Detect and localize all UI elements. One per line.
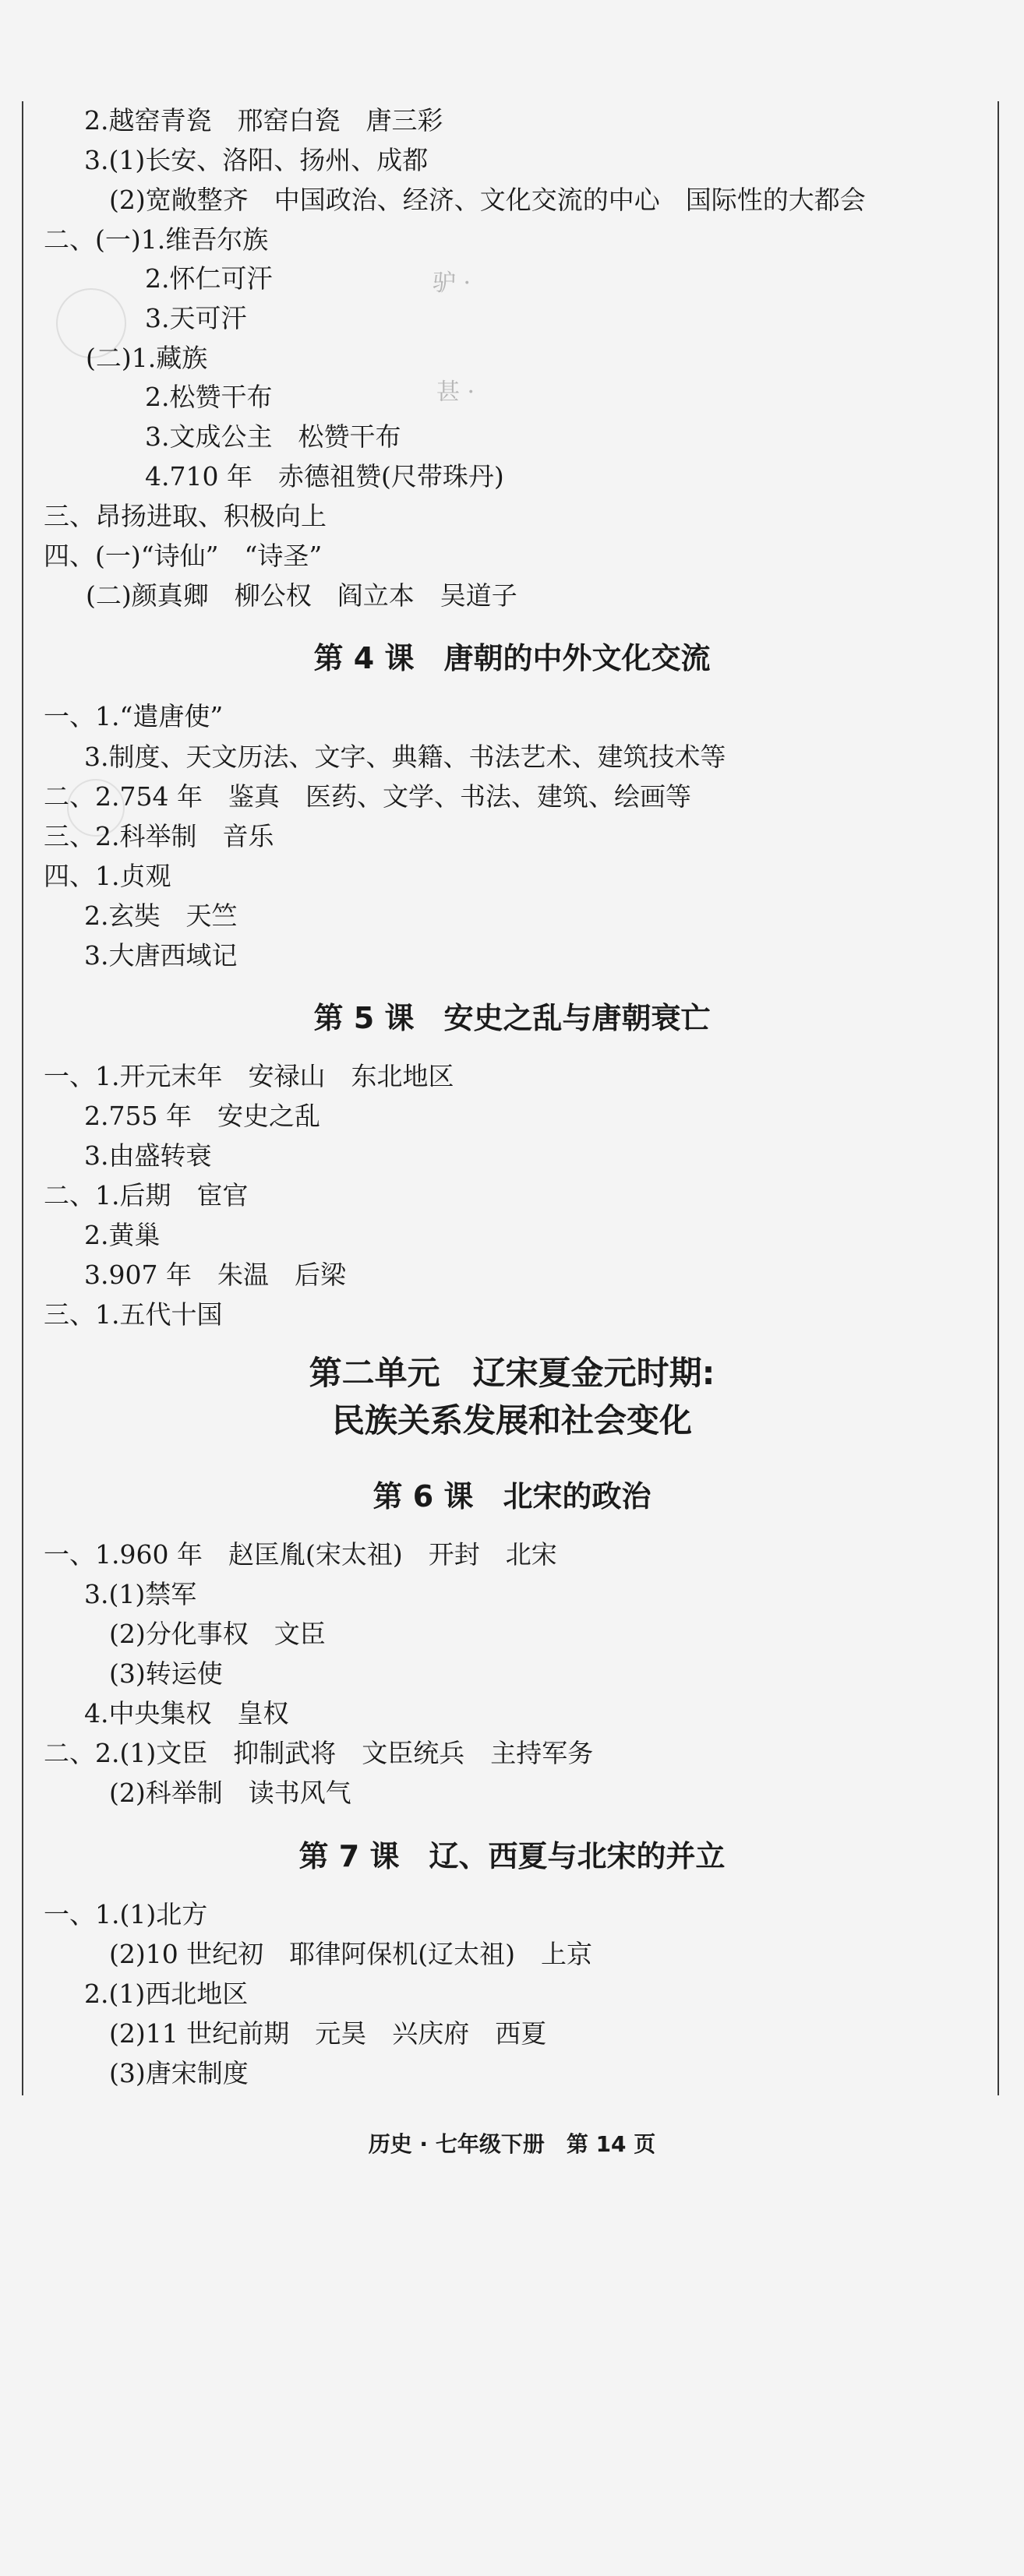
answer-line: 3.天可汗 [145,303,247,333]
answer-line: (3)转运使 [109,1658,223,1689]
answer-line: (二)1.藏族 [86,343,208,373]
answer-line: 四、1.贞观 [44,861,171,891]
faint-bleed-text: 甚 · [436,379,475,406]
answer-line: 3.由盛转衰 [84,1140,212,1171]
answer-line: 三、1.五代十国 [44,1299,223,1330]
answer-line: 二、1.后期 宦官 [44,1180,249,1210]
answer-line: 四、(一)“诗仙” “诗圣” [44,541,323,571]
answer-line: 2.越窑青瓷 邢窑白瓷 唐三彩 [84,105,443,136]
answer-line: 三、2.科举制 音乐 [44,821,274,851]
answer-line: (2)10 世纪初 耶律阿保机(辽太祖) 上京 [109,1939,592,1969]
unit-2-title-line-1: 第二单元 辽宋夏金元时期: [309,1354,715,1392]
answer-line: (2)宽敞整齐 中国政治、经济、文化交流的中心 国际性的大都会 [109,185,866,215]
answer-line: 2.玄奘 天竺 [84,900,238,931]
answer-line: 一、1.960 年 赵匡胤(宋太祖) 开封 北宋 [44,1539,557,1570]
answer-line: (2)分化事权 文臣 [109,1619,326,1649]
answer-line: 二、2.754 年 鉴真 医药、文学、书法、建筑、绘画等 [44,781,691,812]
answer-line: 2.怀仁可汗 [145,263,273,294]
answer-line: 3.文成公主 松赞干布 [145,421,401,452]
answer-line: 二、2.(1)文臣 抑制武将 文臣统兵 主持军务 [44,1738,594,1768]
lesson-5-title: 第 5 课 安史之乱与唐朝衰亡 [313,1001,711,1035]
left-margin-line [22,101,23,2095]
page-footer: 历史 · 七年级下册 第 14 页 [368,2131,656,2157]
answer-line: 2.(1)西北地区 [84,1979,249,2009]
answer-line: 4.710 年 赤德祖赞(尺带珠丹) [145,461,504,492]
answer-line: 3.制度、天文历法、文字、典籍、书法艺术、建筑技术等 [84,742,726,772]
answer-line: 2.755 年 安史之乱 [84,1101,320,1131]
answer-line: (二)颜真卿 柳公权 阎立本 吴道子 [86,580,517,611]
lesson-4-title: 第 4 课 唐朝的中外文化交流 [313,641,711,675]
right-margin-line [998,101,999,2095]
answer-line: 一、1.“遣唐使” [44,701,224,731]
answer-line: 3.(1)长安、洛阳、扬州、成都 [84,145,429,175]
answer-line: 一、1.(1)北方 [44,1899,208,1929]
answer-line: (2)科举制 读书风气 [109,1778,351,1808]
lesson-6-title: 第 6 课 北宋的政治 [373,1479,651,1514]
answer-line: (2)11 世纪前期 元昊 兴庆府 西夏 [109,2018,547,2049]
answer-line: (3)唐宋制度 [109,2058,249,2088]
answer-line: 三、昂扬进取、积极向上 [44,501,327,531]
answer-line: 3.(1)禁军 [84,1579,197,1609]
answer-line: 一、1.开元末年 安禄山 东北地区 [44,1061,454,1091]
lesson-7-title: 第 7 课 辽、西夏与北宋的并立 [298,1839,726,1873]
answer-line: 二、(一)1.维吾尔族 [44,224,269,255]
answer-line: 2.黄巢 [84,1220,161,1250]
unit-2-title-line-2: 民族关系发展和社会变化 [331,1401,692,1440]
faint-bleed-text: 驴 · [433,270,471,297]
answer-line: 2.松赞干布 [145,382,273,412]
answer-line: 3.大唐西域记 [84,940,238,971]
answer-line: 4.中央集权 皇权 [84,1698,289,1728]
answer-line: 3.907 年 朱温 后梁 [84,1260,346,1290]
